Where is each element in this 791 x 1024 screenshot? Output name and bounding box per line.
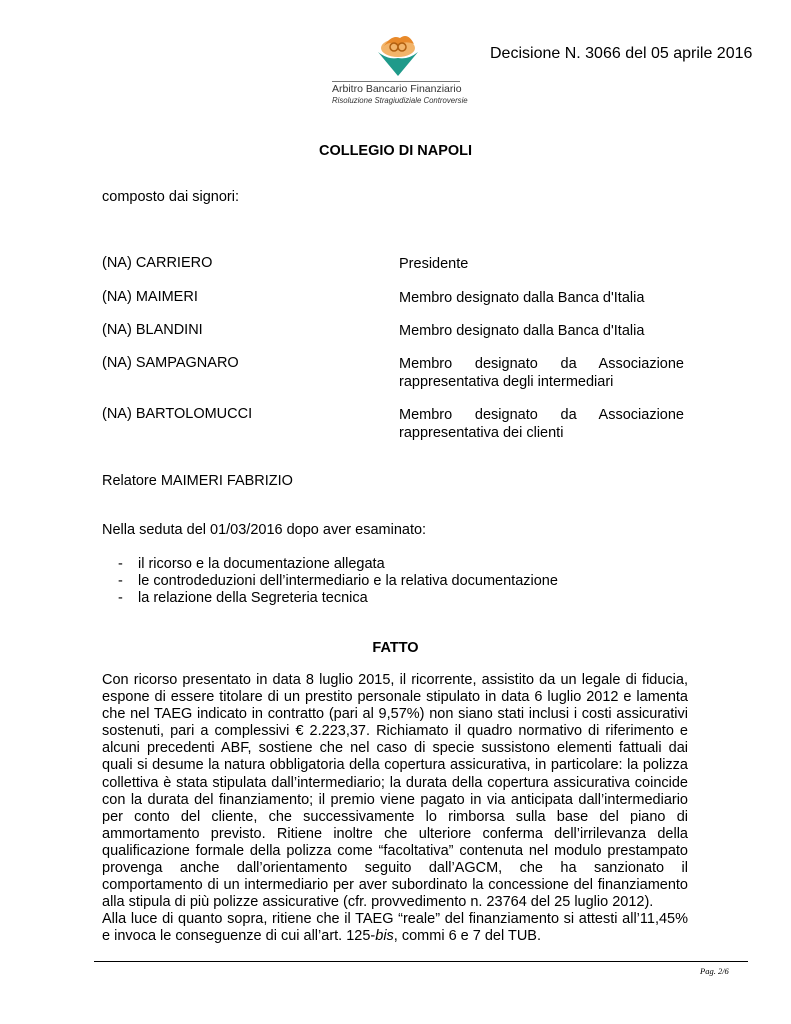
paragraph-line: ammortamento previsto. Ritiene inoltre che ulteriore conferma dell’irrilevanza della (102, 825, 688, 842)
paragraph-line: con la durata del finanziamento; il premio viene pagato in via anticipata dall’intermediario (102, 791, 688, 808)
member-role (399, 406, 684, 442)
member-role-line1: Membro designato da Associazione (399, 356, 684, 372)
member-role-line1: Membro designato da Associazione (399, 407, 684, 423)
member-role (399, 355, 684, 391)
list-item: - le controdeduzioni dell’intermediario e la relativa documentazione (118, 573, 558, 590)
member-name: (NA) BARTOLOMUCCI (102, 406, 253, 422)
decision-number: Decisione N. 3066 del 05 aprile 2016 (490, 45, 753, 62)
paragraph-line: espone di essere titolare di un prestito personale stipulato in data 6 luglio 2012 e lamenta (102, 689, 688, 706)
logo-name: Arbitro Bancario Finanziario (332, 83, 462, 95)
examined-documents-list (118, 556, 558, 607)
fatto-paragraph (102, 672, 688, 946)
member-name: (NA) MAIMERI (102, 289, 198, 305)
final-line-end: , commi 6 e 7 del TUB. (393, 928, 541, 945)
abf-logo-icon (370, 30, 426, 80)
logo-divider (332, 81, 460, 82)
paragraph-line: quali si desume la natura obbligatoria della copertura assicurativa, in particolare: la polizza (102, 757, 688, 774)
member-name: (NA) SAMPAGNARO (102, 355, 239, 371)
paragraph-line-final (102, 928, 688, 945)
section-title-fatto: FATTO (372, 640, 419, 656)
member-role: Presidente (399, 256, 469, 272)
paragraph-line: sostenuti, pari a complessivi € 2.223,37. Richiamato il quadro normativo di riferimento e (102, 723, 688, 740)
abf-logo (330, 30, 480, 110)
member-name: (NA) BLANDINI (102, 322, 203, 338)
paragraph-line: comportamento di un intermediario per aver subordinato la concessione del finanziamento (102, 877, 688, 894)
member-name: (NA) CARRIERO (102, 255, 213, 271)
list-item: - la relazione della Segreteria tecnica (118, 590, 558, 607)
relatore-line: Relatore MAIMERI FABRIZIO (102, 473, 293, 489)
paragraph-line: alla stipula di più polizze assicurative (cfr. provvedimento n. 23764 del 25 luglio 2012). (102, 894, 654, 911)
paragraph-line: provenga anche dall’orientamento seguito dall’AGCM, che ha sanzionato il (102, 860, 688, 877)
final-line-text: e invoca le conseguenze di cui all’art. 125- (102, 928, 376, 945)
seduta-line: Nella seduta del 01/03/2016 dopo aver esaminato: (102, 522, 427, 538)
composto-label: composto dai signori: (102, 189, 240, 205)
page-number: Pag. 2/6 (700, 966, 729, 976)
paragraph-line: per conto del cliente, che successivamente lo rimborsa sulla base del piano di (102, 808, 688, 825)
member-role: Membro designato dalla Banca d'Italia (399, 323, 645, 339)
member-role-line2: rappresentativa degli intermediari (399, 374, 614, 390)
paragraph-line: collettiva è stata stipulata dall’intermediario; la durata della copertura assicurativa coincide (102, 774, 688, 791)
paragraph-line: Alla luce di quanto sopra, ritiene che il TAEG “reale” del finanziamento si attesti all’11,45% (102, 911, 688, 928)
paragraph-line: alcuni precedenti ABF, sostiene che nel caso di specie sussistono elementi fattuali dai (102, 740, 688, 757)
paragraph-line: Con ricorso presentato in data 8 luglio 2015, il ricorrente, assistito da un legale di fiducia, (102, 672, 688, 688)
footer-divider (94, 961, 748, 962)
final-line-italic: bis (375, 928, 394, 945)
paragraph-line: qualificazione formale della polizza come “facoltativa” contenuta nel modulo prestampato (102, 842, 688, 859)
member-role-line2: rappresentativa dei clienti (399, 425, 564, 441)
paragraph-line: che nel TAEG indicato in contratto (pari al 9,57%) non siano stati inclusi i costi assicurativi (102, 706, 688, 723)
logo-subtitle: Risoluzione Stragiudiziale Controversie (332, 96, 468, 105)
list-item: - il ricorso e la documentazione allegata (118, 556, 558, 573)
collegio-title: COLLEGIO DI NAPOLI (318, 143, 473, 159)
member-role: Membro designato dalla Banca d'Italia (399, 290, 645, 306)
